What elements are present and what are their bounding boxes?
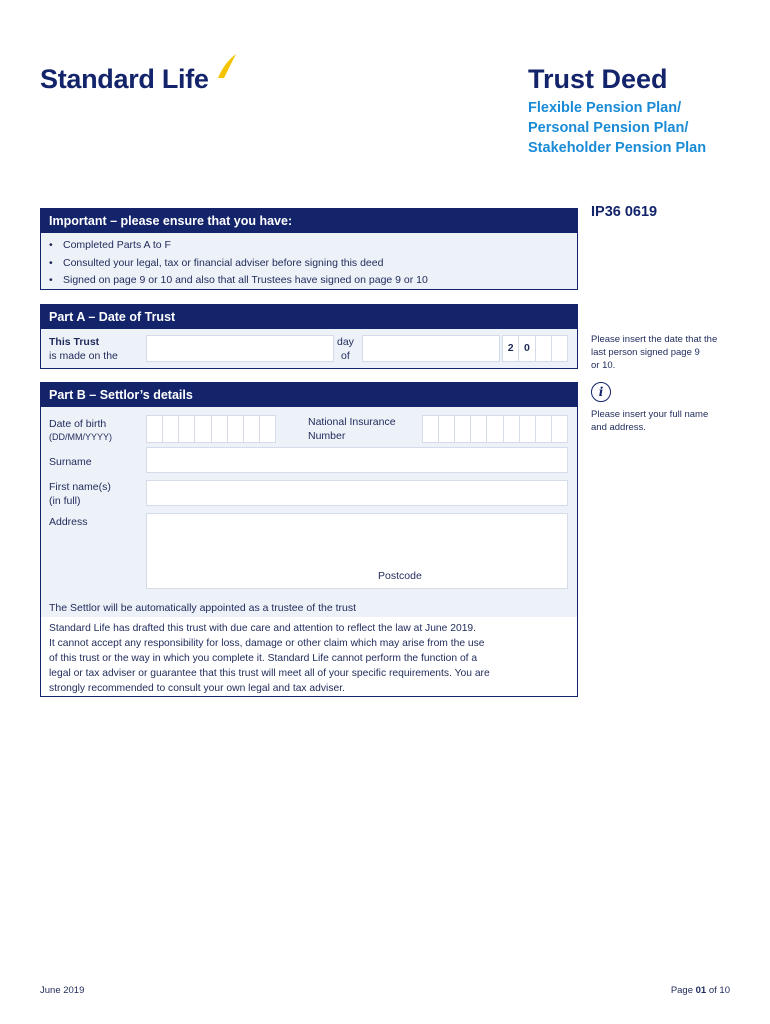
address-line-2-field[interactable] <box>146 538 568 564</box>
side-note-line: Please insert your full name <box>591 409 709 420</box>
dob-digit-cell[interactable] <box>260 416 275 442</box>
dob-field[interactable] <box>146 415 276 443</box>
postcode-label: Postcode <box>378 570 422 582</box>
first-names-label-2: (in full) <box>49 495 81 507</box>
page-suffix: of 10 <box>708 985 730 996</box>
this-trust-label: This Trust <box>49 336 100 348</box>
ni-label-2: Number <box>308 430 346 442</box>
address-label: Address <box>49 516 88 528</box>
disclaimer-line: Standard Life has drafted this trust with due care and attention to reflect the law at June 2019. <box>49 623 477 634</box>
address-line-1-field[interactable] <box>146 513 568 540</box>
first-names-field[interactable] <box>146 480 568 506</box>
part-b-header: Part B – Settlor’s details <box>41 383 577 407</box>
ni-char-cell[interactable] <box>471 416 487 442</box>
ni-char-cell[interactable] <box>423 416 439 442</box>
ni-char-cell[interactable] <box>455 416 471 442</box>
list-item: • Signed on page 9 or 10 and also that all Trustees have signed on page 9 or 10 <box>63 272 577 290</box>
disclaimer-line: It cannot accept any responsibility for loss, damage or other claim which may arise from the use <box>49 638 485 649</box>
brand-logo: Standard Life <box>40 64 209 94</box>
year-digit[interactable] <box>536 336 552 361</box>
info-icon: i <box>591 382 611 402</box>
ni-char-cell[interactable] <box>536 416 552 442</box>
surname-label: Surname <box>49 456 92 468</box>
document-title: Trust Deed <box>528 64 668 94</box>
side-note-line: Please insert the date that the <box>591 334 718 345</box>
year-digit: 2 <box>503 336 519 361</box>
dob-digit-cell[interactable] <box>195 416 211 442</box>
postcode-field[interactable] <box>437 563 567 588</box>
plan-type-line: Personal Pension Plan/ <box>528 120 689 136</box>
part-b-section <box>40 382 578 697</box>
first-names-label: First name(s) <box>49 481 111 493</box>
side-note-line: or 10. <box>591 360 616 371</box>
form-reference: IP36 0619 <box>591 204 658 220</box>
of-label: of <box>341 350 350 362</box>
footer-date: June 2019 <box>40 985 85 996</box>
ni-char-cell[interactable] <box>552 416 567 442</box>
ni-label: National Insurance <box>308 416 396 428</box>
day-label: day <box>337 336 354 348</box>
page-prefix: Page <box>670 985 693 996</box>
dob-digit-cell[interactable] <box>244 416 260 442</box>
year-digit[interactable] <box>552 336 567 361</box>
important-list <box>41 233 577 289</box>
dob-digit-cell[interactable] <box>212 416 228 442</box>
important-box <box>40 208 578 290</box>
list-item: • Completed Parts A to F <box>63 237 577 255</box>
plan-type-line: Flexible Pension Plan/ <box>528 100 682 116</box>
trust-day-field[interactable] <box>146 335 334 362</box>
part-a-section <box>40 304 578 369</box>
side-note-line: and address. <box>591 422 646 433</box>
ni-char-cell[interactable] <box>520 416 536 442</box>
surname-field[interactable] <box>146 447 568 473</box>
ni-char-cell[interactable] <box>439 416 455 442</box>
part-a-body <box>41 329 577 368</box>
trustee-note: The Settlor will be automatically appointed as a trustee of the trust <box>49 602 356 614</box>
part-b-body <box>41 407 577 696</box>
list-item: • Consulted your legal, tax or financial adviser before signing this deed <box>63 255 577 273</box>
part-a-header: Part A – Date of Trust <box>41 305 577 329</box>
dob-digit-cell[interactable] <box>228 416 244 442</box>
dob-digit-cell[interactable] <box>163 416 179 442</box>
plan-type-line: Stakeholder Pension Plan <box>528 140 707 156</box>
disclaimer-line: strongly recommended to consult your own legal and tax adviser. <box>49 683 345 694</box>
disclaimer-block <box>41 617 577 696</box>
trust-year-field[interactable] <box>502 335 568 362</box>
ni-number-field[interactable] <box>422 415 568 443</box>
made-on-label: is made on the <box>49 350 118 362</box>
dob-format-label: (DD/MM/YYYY) <box>49 432 112 442</box>
dob-digit-cell[interactable] <box>179 416 195 442</box>
dob-label: Date of birth <box>49 418 107 430</box>
page-indicator <box>671 985 730 996</box>
date-side-note <box>591 333 741 372</box>
postcode-row <box>146 563 568 589</box>
ni-char-cell[interactable] <box>487 416 503 442</box>
dob-digit-cell[interactable] <box>147 416 163 442</box>
logo-swoosh-icon <box>214 52 238 80</box>
side-note-line: last person signed page 9 <box>591 347 700 358</box>
ni-char-cell[interactable] <box>504 416 520 442</box>
trust-month-field[interactable] <box>362 335 500 362</box>
plan-types <box>528 98 706 158</box>
name-side-note <box>591 408 741 434</box>
page-number: 01 <box>695 985 707 996</box>
important-header: Important – please ensure that you have: <box>41 209 577 233</box>
disclaimer-line: legal or tax adviser or guarantee that this trust will meet all of your specific requirements. You are <box>49 668 490 679</box>
year-digit: 0 <box>519 336 535 361</box>
disclaimer-line: of this trust or the way in which you complete it. Standard Life cannot perform the function of a <box>49 653 478 664</box>
